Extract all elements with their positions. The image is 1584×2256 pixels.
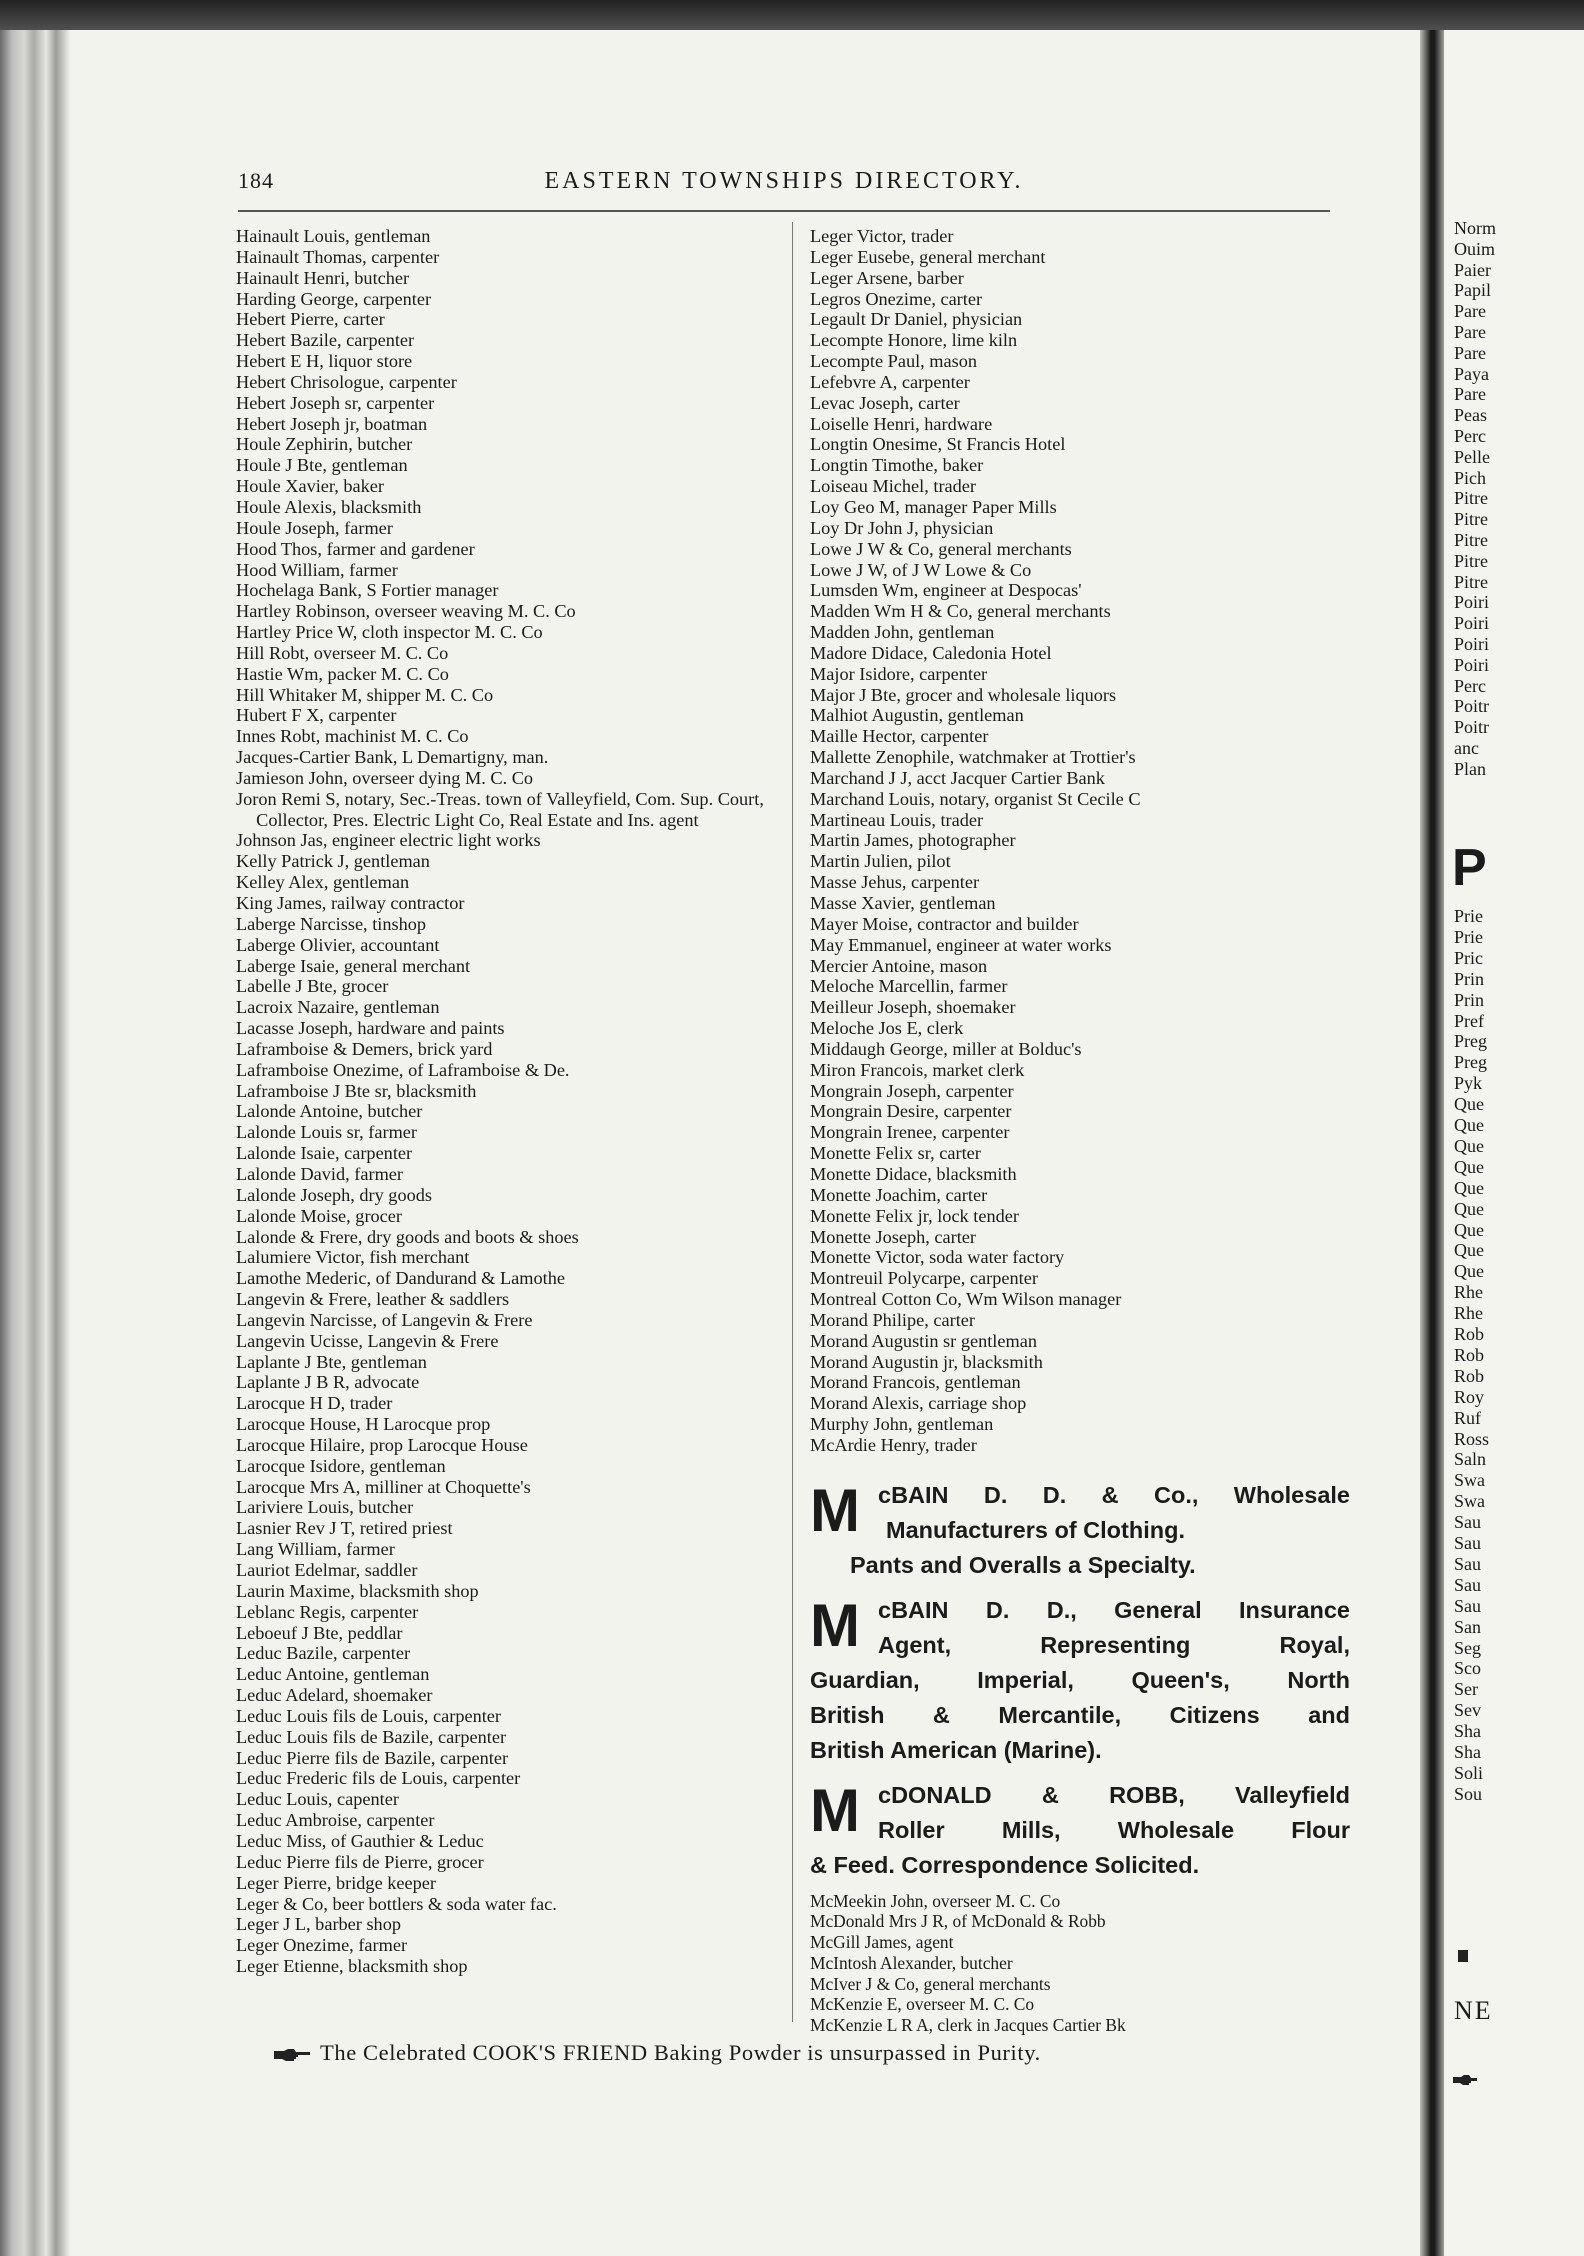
directory-entry: Hebert Joseph sr, carpenter bbox=[236, 392, 435, 413]
directory-entry: Mongrain Irenee, carpenter bbox=[810, 1122, 1010, 1143]
directory-entry: Harding George, carpenter bbox=[236, 288, 432, 309]
facing-page-fragment: Rob bbox=[1454, 1324, 1485, 1344]
directory-entry: Leduc Antoine, gentleman bbox=[236, 1664, 430, 1685]
directory-entry: Montreuil Polycarpe, carpenter bbox=[810, 1268, 1038, 1289]
facing-page-fragment: Prin bbox=[1454, 968, 1485, 989]
facing-page-fragment: Sha bbox=[1454, 1721, 1481, 1742]
facing-page-fragment: Que bbox=[1454, 1240, 1484, 1261]
directory-entry: McIntosh Alexander, butcher bbox=[810, 1952, 1013, 1973]
ad-line: Pants and Overalls a Specialty. bbox=[850, 1551, 1196, 1578]
directory-entry: Lalonde Antoine, butcher bbox=[236, 1101, 423, 1122]
directory-entry: Meloche Jos E, clerk bbox=[810, 1018, 964, 1039]
directory-entry: Lamothe Mederic, of Dandurand & Lamothe bbox=[236, 1268, 565, 1289]
ad-line: Guardian, Imperial, Queen's, North bbox=[810, 1666, 1350, 1693]
directory-entry: Hainault Thomas, carpenter bbox=[236, 246, 440, 267]
facing-page-fragment: Plan bbox=[1454, 758, 1487, 779]
facing-page-fragment: Poiri bbox=[1454, 592, 1490, 613]
facing-page-fragment: Prie bbox=[1454, 926, 1483, 947]
facing-page-fragment: Pare bbox=[1454, 342, 1486, 363]
directory-entry: Mongrain Desire, carpenter bbox=[810, 1101, 1012, 1122]
directory-entry: Larocque H D, trader bbox=[236, 1393, 393, 1414]
directory-entry: Mongrain Joseph, carpenter bbox=[810, 1080, 1014, 1101]
directory-entry: McKenzie L R A, clerk in Jacques Cartier Bk bbox=[810, 2015, 1126, 2035]
directory-entry: Longtin Onesime, St Francis Hotel bbox=[810, 434, 1066, 455]
directory-entry: Meloche Marcellin, farmer bbox=[810, 976, 1008, 997]
directory-entry: Laplante J B R, advocate bbox=[236, 1372, 420, 1393]
directory-entry: Labelle J Bte, grocer bbox=[236, 976, 389, 997]
facing-page-fragment: Soli bbox=[1454, 1762, 1484, 1783]
page-number: 184 bbox=[238, 168, 274, 193]
directory-entry: Leger Onezime, farmer bbox=[236, 1935, 408, 1956]
directory-entry: Lalumiere Victor, fish merchant bbox=[236, 1247, 470, 1268]
facing-page-fragment: Poiri bbox=[1454, 654, 1490, 675]
directory-entry: Larocque Isidore, gentleman bbox=[236, 1455, 446, 1476]
facing-page-fragment: Saln bbox=[1454, 1449, 1487, 1470]
facing-page-fragment: Seg bbox=[1454, 1637, 1481, 1658]
column-divider bbox=[792, 222, 793, 2022]
directory-entry: Jamieson John, overseer dying M. C. Co bbox=[236, 767, 534, 788]
ad-line: cDONALD & ROBB, Valleyfield bbox=[878, 1781, 1350, 1808]
directory-entry: Houle J Bte, gentleman bbox=[236, 455, 408, 476]
facing-page-fragment: Pyk bbox=[1454, 1073, 1483, 1094]
facing-page-fragment: Pitre bbox=[1454, 571, 1488, 592]
facing-page-fragment: Rhe bbox=[1454, 1303, 1483, 1324]
ad-line: British & Mercantile, Citizens and bbox=[810, 1701, 1350, 1728]
directory-entry: Leblanc Regis, carpenter bbox=[236, 1601, 419, 1622]
ad-line: Roller Mills, Wholesale Flour bbox=[878, 1816, 1350, 1843]
directory-entry: Legros Onezime, carter bbox=[810, 288, 983, 309]
directory-entry: Lowe J W & Co, general merchants bbox=[810, 538, 1072, 559]
header-rule bbox=[238, 210, 1330, 212]
facing-page-fragment: Pitre bbox=[1454, 550, 1488, 571]
directory-entry: Laurin Maxime, blacksmith shop bbox=[236, 1580, 479, 1601]
directory-entry: Hebert E H, liquor store bbox=[236, 351, 413, 372]
directory-entry: Morand Francois, gentleman bbox=[810, 1372, 1021, 1393]
facing-page-fragment: Sco bbox=[1454, 1658, 1481, 1679]
directory-entry: Lalonde Louis sr, farmer bbox=[236, 1122, 418, 1143]
facing-page-fragment: Peas bbox=[1454, 405, 1487, 426]
directory-entry: Leduc Pierre fils de Pierre, grocer bbox=[236, 1851, 484, 1872]
footer-text: The Celebrated COOK'S FRIEND Baking Powder is unsurpassed in Purity. bbox=[320, 2040, 1041, 2065]
facing-page-fragment: Rob bbox=[1454, 1365, 1485, 1386]
directory-entry: Laberge Narcisse, tinshop bbox=[236, 913, 427, 934]
directory-entry: Lalonde Joseph, dry goods bbox=[236, 1184, 432, 1205]
facing-page-ne-text: NE bbox=[1454, 1996, 1493, 2025]
right-column bbox=[810, 226, 1350, 2036]
directory-entry: McGill James, agent bbox=[810, 1932, 954, 1953]
facing-page-fragment: Roy bbox=[1454, 1386, 1485, 1407]
directory-entry: Hebert Bazile, carpenter bbox=[236, 330, 415, 351]
directory-entry: Masse Jehus, carpenter bbox=[810, 872, 980, 893]
directory-entry: Maille Hector, carpenter bbox=[810, 726, 989, 747]
directory-entry: Monette Joseph, carter bbox=[810, 1226, 976, 1247]
directory-entry: Madden Wm H & Co, general merchants bbox=[810, 601, 1111, 622]
facing-page-fragment: Swa bbox=[1454, 1470, 1485, 1491]
directory-entry: Lasnier Rev J T, retired priest bbox=[236, 1518, 453, 1539]
directory-entry: Lalonde & Frere, dry goods and boots & shoes bbox=[236, 1226, 579, 1247]
ad-drop-initial: M bbox=[810, 1476, 858, 1544]
facing-page-fragment: Que bbox=[1454, 1261, 1484, 1282]
directory-entry: Hubert F X, carpenter bbox=[236, 705, 397, 726]
directory-entry: Middaugh George, miller at Bolduc's bbox=[810, 1038, 1082, 1059]
directory-entry: Hill Robt, overseer M. C. Co bbox=[236, 642, 449, 663]
facing-page-fragment: Poitr bbox=[1454, 717, 1490, 738]
facing-page-fragment: Que bbox=[1454, 1177, 1484, 1198]
directory-entry: Joron Remi S, notary, Sec.-Treas. town of Valleyfield, Com. Sup. Court, Collector, Pres. Electric Light Co, Real Estate and Ins. agent bbox=[236, 788, 764, 830]
directory-entry: Murphy John, gentleman bbox=[810, 1414, 994, 1435]
facing-page-fragment: Rob bbox=[1454, 1344, 1485, 1365]
directory-entry: Laframboise J Bte sr, blacksmith bbox=[236, 1080, 477, 1101]
directory-entry: Leduc Louis fils de Louis, carpenter bbox=[236, 1705, 501, 1726]
directory-entry: Lalonde Moise, grocer bbox=[236, 1205, 402, 1226]
directory-entry: Lauriot Edelmar, saddler bbox=[236, 1560, 418, 1580]
directory-entry: Mallette Zenophile, watchmaker at Trottier's bbox=[810, 747, 1136, 768]
directory-entry: Laframboise Onezime, of Laframboise & De. bbox=[236, 1059, 570, 1080]
facing-pointing-hand-icon bbox=[1452, 2074, 1478, 2088]
facing-page-fragment: Poitr bbox=[1454, 696, 1490, 717]
facing-page-fragment: Que bbox=[1454, 1115, 1484, 1135]
ad-line: Manufacturers of Clothing. bbox=[886, 1516, 1185, 1543]
directory-entry: Madore Didace, Caledonia Hotel bbox=[810, 642, 1052, 663]
directory-entry: Leduc Louis fils de Bazile, carpenter bbox=[236, 1726, 507, 1747]
advertisement-block bbox=[810, 1778, 1350, 1883]
facing-page-fragment: Poiri bbox=[1454, 634, 1490, 654]
directory-entry: Lefebvre A, carpenter bbox=[810, 371, 970, 392]
directory-entry: Leduc Ambroise, carpenter bbox=[236, 1810, 435, 1831]
right-column-entries-after-ads bbox=[810, 1891, 1350, 2036]
directory-entry: Leger Victor, trader bbox=[810, 226, 954, 246]
facing-page-fragment: Prie bbox=[1454, 906, 1483, 926]
directory-entry: Leduc Bazile, carpenter bbox=[236, 1643, 411, 1664]
directory-entry: Hebert Chrisologue, carpenter bbox=[236, 371, 457, 392]
ad-line: cBAIN D. D. & Co., Wholesale bbox=[878, 1481, 1350, 1508]
directory-entry: Leduc Louis, capenter bbox=[236, 1789, 399, 1810]
directory-entry: Mayer Moise, contractor and builder bbox=[810, 913, 1079, 934]
facing-page-fragment: Preg bbox=[1454, 1052, 1487, 1073]
directory-entry: Houle Xavier, baker bbox=[236, 476, 384, 497]
directory-entry: Laplante J Bte, gentleman bbox=[236, 1351, 427, 1372]
directory-entry: Jacques-Cartier Bank, L Demartigny, man. bbox=[236, 747, 549, 768]
facing-page-fragment: Pelle bbox=[1454, 446, 1490, 467]
directory-entry: Houle Zephirin, butcher bbox=[236, 434, 413, 455]
directory-entry: Martin James, photographer bbox=[810, 830, 1016, 851]
ad-drop-initial: M bbox=[810, 1776, 858, 1844]
directory-entry: Larocque Mrs A, milliner at Choquette's bbox=[236, 1476, 531, 1497]
facing-page-fragment: Sau bbox=[1454, 1553, 1481, 1574]
directory-entry: Major Isidore, carpenter bbox=[810, 663, 988, 684]
facing-page-fragment: Rhe bbox=[1454, 1282, 1483, 1303]
directory-entry: McIver J & Co, general merchants bbox=[810, 1973, 1051, 1994]
facing-page-fragment: Que bbox=[1454, 1135, 1484, 1156]
directory-entry: Masse Xavier, gentleman bbox=[810, 893, 996, 913]
directory-entry: Lecompte Paul, mason bbox=[810, 351, 978, 372]
directory-entry: Malhiot Augustin, gentleman bbox=[810, 705, 1024, 726]
directory-entry: Leduc Frederic fils de Louis, carpenter bbox=[236, 1768, 521, 1789]
directory-entry: Lalonde Isaie, carpenter bbox=[236, 1143, 413, 1164]
page-header bbox=[238, 168, 1330, 208]
facing-page-fragment: Que bbox=[1454, 1198, 1484, 1219]
directory-entry: Leger Eusebe, general merchant bbox=[810, 246, 1046, 267]
directory-entry: Monette Joachim, carter bbox=[810, 1184, 988, 1205]
directory-entry: Hochelaga Bank, S Fortier manager bbox=[236, 580, 499, 601]
directory-entry: McMeekin John, overseer M. C. Co bbox=[810, 1890, 1061, 1911]
scanner-shadow bbox=[0, 0, 1584, 34]
directory-entry: Kelley Alex, gentleman bbox=[236, 872, 410, 893]
directory-entry: Monette Victor, soda water factory bbox=[810, 1247, 1065, 1268]
directory-entry: Montreal Cotton Co, Wm Wilson manager bbox=[810, 1289, 1122, 1310]
facing-page bbox=[1444, 30, 1584, 2256]
advertisement-block bbox=[810, 1593, 1350, 1768]
advertisement-block bbox=[810, 1478, 1350, 1583]
directory-entry: Langevin & Frere, leather & saddlers bbox=[236, 1289, 510, 1310]
facing-page-fragment: Sau bbox=[1454, 1595, 1481, 1616]
directory-entry: Leger & Co, beer bottlers & soda water fac. bbox=[236, 1893, 557, 1914]
directory-entry: Major J Bte, grocer and wholesale liquors bbox=[810, 684, 1117, 705]
facing-page-fragment: Pric bbox=[1454, 947, 1483, 968]
directory-entry: McDonald Mrs J R, of McDonald & Robb bbox=[810, 1911, 1106, 1932]
directory-entry: Hainault Henri, butcher bbox=[236, 267, 410, 288]
facing-page-fragment: Norm bbox=[1454, 218, 1496, 238]
facing-page-fragment: San bbox=[1454, 1616, 1481, 1637]
facing-page-fragment: Sau bbox=[1454, 1574, 1481, 1595]
directory-entry: Lecompte Honore, lime kiln bbox=[810, 330, 1018, 351]
directory-entry: Lacasse Joseph, hardware and paints bbox=[236, 1018, 505, 1039]
facing-page-fragment: Pitre bbox=[1454, 509, 1488, 530]
facing-page-fragment: anc bbox=[1454, 738, 1479, 758]
facing-page-fragment: Pitre bbox=[1454, 530, 1488, 550]
directory-entry: Johnson Jas, engineer electric light works bbox=[236, 830, 541, 851]
advertisements bbox=[810, 1478, 1350, 1883]
directory-entry: Morand Augustin sr gentleman bbox=[810, 1330, 1037, 1351]
directory-entry: Houle Joseph, farmer bbox=[236, 517, 393, 538]
directory-entry: Marchand J J, acct Jacquer Cartier Bank bbox=[810, 767, 1105, 788]
facing-page-fragment: Pich bbox=[1454, 467, 1487, 488]
directory-entry: Hartley Price W, cloth inspector M. C. Co bbox=[236, 622, 543, 643]
directory-entry: Monette Felix jr, lock tender bbox=[810, 1205, 1019, 1226]
facing-page-fragment: Sev bbox=[1454, 1700, 1481, 1721]
directory-entry: Morand Alexis, carriage shop bbox=[810, 1393, 1027, 1414]
directory-entry: Miron Francois, market clerk bbox=[810, 1059, 1025, 1080]
directory-entry: Lumsden Wm, engineer at Despocas' bbox=[810, 580, 1082, 601]
directory-entry: King James, railway contractor bbox=[236, 893, 465, 913]
footer-advert bbox=[272, 2040, 1342, 2066]
facing-page-fragment: Poiri bbox=[1454, 613, 1490, 634]
directory-entry: Leger Pierre, bridge keeper bbox=[236, 1872, 436, 1893]
directory-entry: Marchand Louis, notary, organist St Cecile C bbox=[810, 788, 1141, 809]
right-column-entries bbox=[810, 226, 1350, 1456]
directory-entry: Monette Felix sr, carter bbox=[810, 1143, 981, 1164]
facing-page-fragment: Que bbox=[1454, 1094, 1484, 1115]
directory-entry: Leboeuf J Bte, peddlar bbox=[236, 1622, 403, 1643]
facing-page-fragment: Paier bbox=[1454, 259, 1491, 280]
directory-entry: Leduc Miss, of Gauthier & Leduc bbox=[236, 1830, 484, 1851]
directory-entry: Morand Augustin jr, blacksmith bbox=[810, 1351, 1043, 1372]
facing-page-fragment: Paya bbox=[1454, 363, 1489, 384]
facing-page-fragment: Sau bbox=[1454, 1533, 1481, 1553]
directory-entry: Martineau Louis, trader bbox=[810, 809, 984, 830]
facing-page-fragment: Sha bbox=[1454, 1742, 1481, 1762]
facing-page-fragment: Ross bbox=[1454, 1428, 1490, 1449]
facing-page-fragment: Pare bbox=[1454, 301, 1486, 322]
directory-entry: Leger Arsene, barber bbox=[810, 267, 964, 288]
directory-entry: Leduc Adelard, shoemaker bbox=[236, 1685, 433, 1706]
directory-entry: Larocque Hilaire, prop Larocque House bbox=[236, 1434, 528, 1455]
directory-entry: Laframboise & Demers, brick yard bbox=[236, 1038, 493, 1059]
facing-page-fragment: Pref bbox=[1454, 1010, 1484, 1031]
directory-entry: Leduc Pierre fils de Bazile, carpenter bbox=[236, 1747, 509, 1768]
directory-entry: Hainault Louis, gentleman bbox=[236, 226, 431, 246]
directory-entry: Longtin Timothe, baker bbox=[810, 455, 984, 476]
directory-entry: Langevin Ucisse, Langevin & Frere bbox=[236, 1330, 499, 1351]
ad-drop-initial: M bbox=[810, 1591, 858, 1659]
directory-entry: Laberge Isaie, general merchant bbox=[236, 955, 471, 976]
directory-entry: Lowe J W, of J W Lowe & Co bbox=[810, 559, 1032, 580]
directory-entry: McArdie Henry, trader bbox=[810, 1434, 977, 1455]
facing-page-fragment: Sou bbox=[1454, 1783, 1483, 1804]
ad-line: cBAIN D. D., General Insurance bbox=[878, 1596, 1350, 1623]
facing-page-fragment: Ouim bbox=[1454, 238, 1496, 259]
directory-entry: Martin Julien, pilot bbox=[810, 851, 951, 872]
directory-entry: Monette Didace, blacksmith bbox=[810, 1163, 1017, 1184]
directory-entry: Kelly Patrick J, gentleman bbox=[236, 851, 430, 872]
directory-entry: Laberge Olivier, accountant bbox=[236, 934, 440, 955]
directory-entry: May Emmanuel, engineer at water works bbox=[810, 934, 1112, 955]
directory-entry: Meilleur Joseph, shoemaker bbox=[810, 997, 1016, 1018]
directory-entry: Hebert Pierre, carter bbox=[236, 309, 385, 330]
facing-page-fragment: Sau bbox=[1454, 1512, 1481, 1533]
directory-entry: Loy Dr John J, physician bbox=[810, 517, 994, 538]
facing-page-fragment: Perc bbox=[1454, 675, 1486, 696]
left-column bbox=[236, 226, 776, 1977]
facing-page-fragment: Preg bbox=[1454, 1031, 1487, 1052]
directory-entry: Lalonde David, farmer bbox=[236, 1163, 403, 1184]
ad-line: Agent, Representing Royal, bbox=[878, 1631, 1350, 1658]
directory-entry: Innes Robt, machinist M. C. Co bbox=[236, 726, 469, 747]
ad-line: & Feed. Correspondence Solicited. bbox=[810, 1851, 1200, 1878]
directory-entry: Hebert Joseph jr, boatman bbox=[236, 413, 428, 434]
directory-entry: Loiselle Henri, hardware bbox=[810, 413, 993, 434]
directory-entry: Legault Dr Daniel, physician bbox=[810, 309, 1023, 330]
directory-entry: Loy Geo M, manager Paper Mills bbox=[810, 496, 1057, 517]
directory-entry: Houle Alexis, blacksmith bbox=[236, 496, 422, 517]
facing-page-fragment: Pitre bbox=[1454, 488, 1488, 509]
facing-page-fragment: Swa bbox=[1454, 1491, 1485, 1512]
directory-entry: Leger J L, barber shop bbox=[236, 1914, 401, 1935]
directory-entry: McKenzie E, overseer M. C. Co bbox=[810, 1994, 1035, 2015]
book-gutter bbox=[1420, 30, 1444, 2256]
directory-entry: Hill Whitaker M, shipper M. C. Co bbox=[236, 684, 494, 705]
directory-entry: Loiseau Michel, trader bbox=[810, 476, 976, 497]
directory-entry: Hastie Wm, packer M. C. Co bbox=[236, 663, 449, 684]
directory-entry: Lacroix Nazaire, gentleman bbox=[236, 997, 440, 1018]
directory-entry: Mercier Antoine, mason bbox=[810, 955, 988, 976]
facing-page-heading: P bbox=[1452, 839, 1487, 897]
facing-page-fragment: Que bbox=[1454, 1156, 1484, 1177]
facing-page-fragment: Ser bbox=[1454, 1679, 1478, 1700]
book-page-edges bbox=[0, 30, 70, 2256]
directory-entry: Morand Philipe, carter bbox=[810, 1309, 975, 1330]
facing-page-fragment: Que bbox=[1454, 1219, 1484, 1240]
facing-page-fragment: Papil bbox=[1454, 280, 1492, 301]
directory-entry: Leger Etienne, blacksmith shop bbox=[236, 1956, 468, 1977]
directory-entry: Lang William, farmer bbox=[236, 1539, 395, 1560]
directory-entry: Lariviere Louis, butcher bbox=[236, 1497, 414, 1518]
directory-entry: Madden John, gentleman bbox=[810, 622, 995, 643]
directory-entry: Hood William, farmer bbox=[236, 559, 398, 580]
directory-entry: Langevin Narcisse, of Langevin & Frere bbox=[236, 1309, 533, 1330]
ad-line: British American (Marine). bbox=[810, 1736, 1102, 1763]
pointing-hand-icon bbox=[272, 2047, 312, 2063]
facing-page-fragment: Pare bbox=[1454, 384, 1486, 405]
facing-page-fragment: Perc bbox=[1454, 426, 1486, 446]
facing-page-fragment: Pare bbox=[1454, 322, 1486, 342]
directory-entry: Hartley Robinson, overseer weaving M. C. Co bbox=[236, 601, 576, 622]
directory-entry: Levac Joseph, carter bbox=[810, 392, 960, 413]
facing-page-fragment: Prin bbox=[1454, 989, 1485, 1010]
directory-entry: Larocque House, H Larocque prop bbox=[236, 1414, 491, 1435]
facing-page-fragment: Ruf bbox=[1454, 1407, 1481, 1428]
running-title: EASTERN TOWNSHIPS DIRECTORY. bbox=[544, 168, 1024, 194]
facing-page-mark bbox=[1458, 1950, 1468, 1962]
directory-entry: Hood Thos, farmer and gardener bbox=[236, 538, 475, 559]
